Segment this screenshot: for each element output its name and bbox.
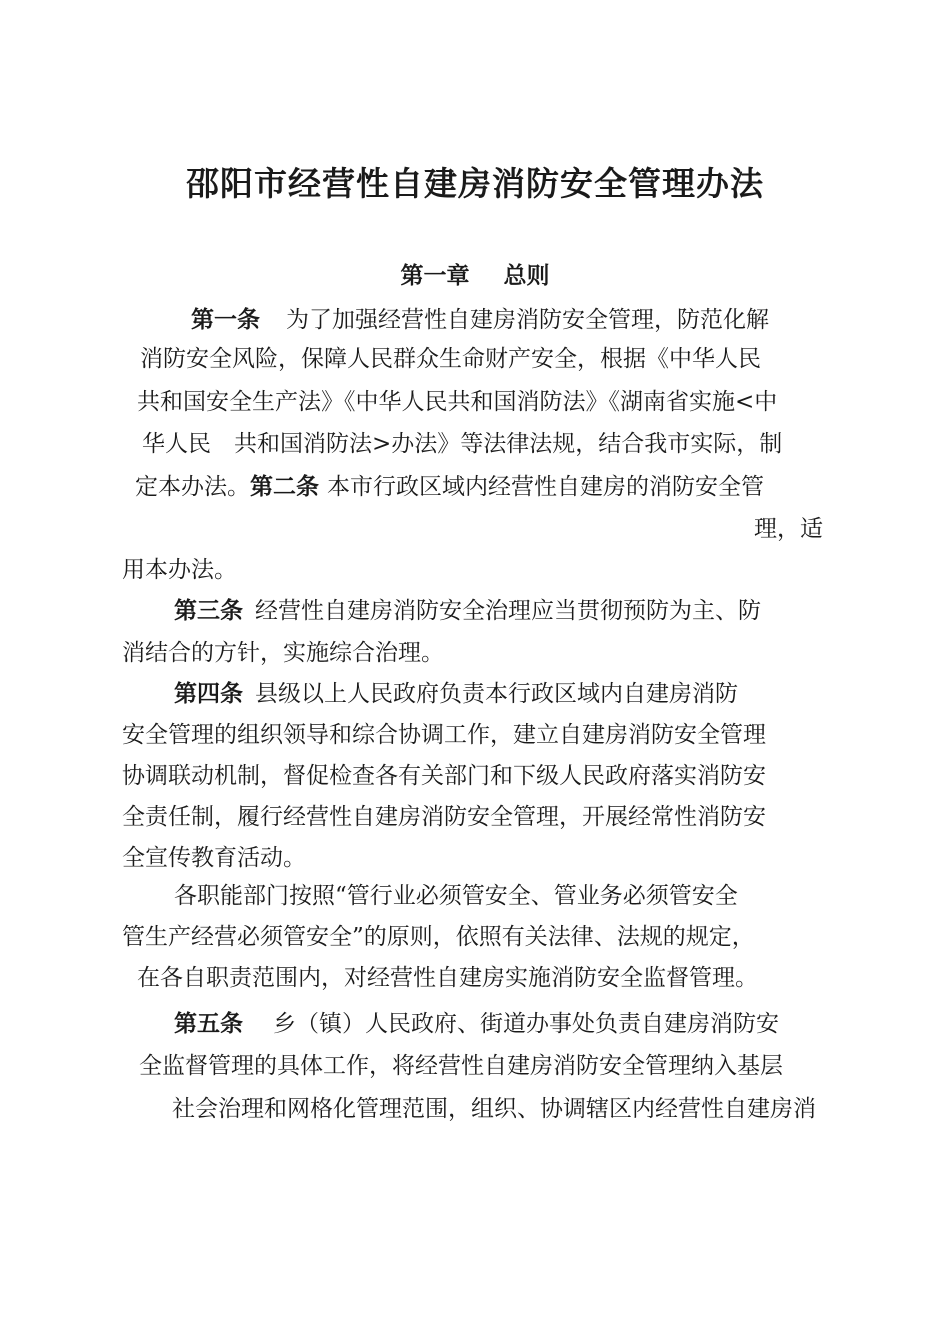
line-text: 乡（镇）人民政府、街道办事处负责自建房消防安 (273, 1011, 779, 1037)
line-text: 全监督管理的具体工作，将经营性自建房消防安全管理纳入基层 (139, 1053, 783, 1079)
line-text: 县级以上人民政府负责本行政区域内自建房消防 (255, 681, 738, 707)
document-title: 邵阳市经营性自建房消防安全管理办法 (186, 164, 764, 203)
paragraph-line (122, 633, 444, 673)
paragraph-line (122, 838, 306, 878)
chapter-heading (0, 256, 950, 296)
line-text: 华人民 共和国消防法>办法》等法律法规，结合我市实际，制 (142, 431, 783, 457)
paragraph-line (122, 715, 766, 755)
line-text: 理，适 (754, 516, 823, 542)
line-text: 共和国安全生产法》《中华人民共和国消防法》《湖南省实施<中 (137, 389, 778, 415)
chapter-name: 总则 (503, 263, 550, 289)
line-text: 消结合的方针，实施综合治理。 (122, 640, 444, 666)
line-text: 在各自职责范围内，对经营性自建房实施消防安全监督管理。 (137, 965, 758, 991)
paragraph-line (122, 917, 755, 957)
line-text: 消防安全风险，保障人民群众生命财产安全，根据《中华人民 (140, 346, 761, 372)
line-text: 本市行政区域内经营性自建房的消防安全管 (327, 474, 764, 500)
line-text: 各职能部门按照“管行业必须管安全、管业务必须管安全 (174, 883, 738, 909)
line-text: 全宣传教育活动。 (122, 845, 306, 871)
line-text: 协调联动机制，督促检查各有关部门和下级人民政府落实消防安 (122, 763, 766, 789)
paragraph-line (174, 591, 761, 631)
paragraph-line (754, 509, 823, 549)
line-text: 为了加强经营性自建房消防安全管理，防范化解 (286, 307, 769, 333)
paragraph-line (172, 1089, 816, 1129)
article-label: 第三条 (174, 598, 243, 624)
paragraph-line (137, 958, 758, 998)
line-text: 用本办法。 (122, 557, 237, 583)
paragraph-line (191, 300, 769, 340)
paragraph-line (139, 1046, 783, 1086)
paragraph-line (137, 382, 777, 422)
line-text: 社会治理和网格化管理范围，组织、协调辖区内经营性自建房消 (172, 1096, 816, 1122)
line-text: 经营性自建房消防安全治理应当贯彻预防为主、防 (255, 598, 761, 624)
paragraph-line (140, 339, 761, 379)
paragraph-line (142, 424, 782, 464)
article-label: 第二条 (250, 474, 319, 500)
paragraph-line (174, 674, 738, 714)
article-label: 第五条 (174, 1011, 243, 1037)
paragraph-line (122, 797, 766, 837)
line-text: 定本办法。 (135, 474, 250, 500)
article-label: 第四条 (174, 681, 243, 707)
chapter-number: 第一章 (400, 263, 470, 289)
paragraph-line (122, 550, 237, 590)
paragraph-line (135, 467, 764, 507)
line-text: 安全管理的组织领导和综合协调工作，建立自建房消防安全管理 (122, 722, 766, 748)
paragraph-line (174, 1004, 779, 1044)
article-label: 第一条 (191, 307, 260, 333)
paragraph-line (174, 876, 738, 916)
line-text: 管生产经营必须管安全”的原则，依照有关法律、法规的规定， (122, 924, 755, 950)
line-text: 全责任制，履行经营性自建房消防安全管理，开展经常性消防安 (122, 804, 766, 830)
paragraph-line (122, 756, 766, 796)
